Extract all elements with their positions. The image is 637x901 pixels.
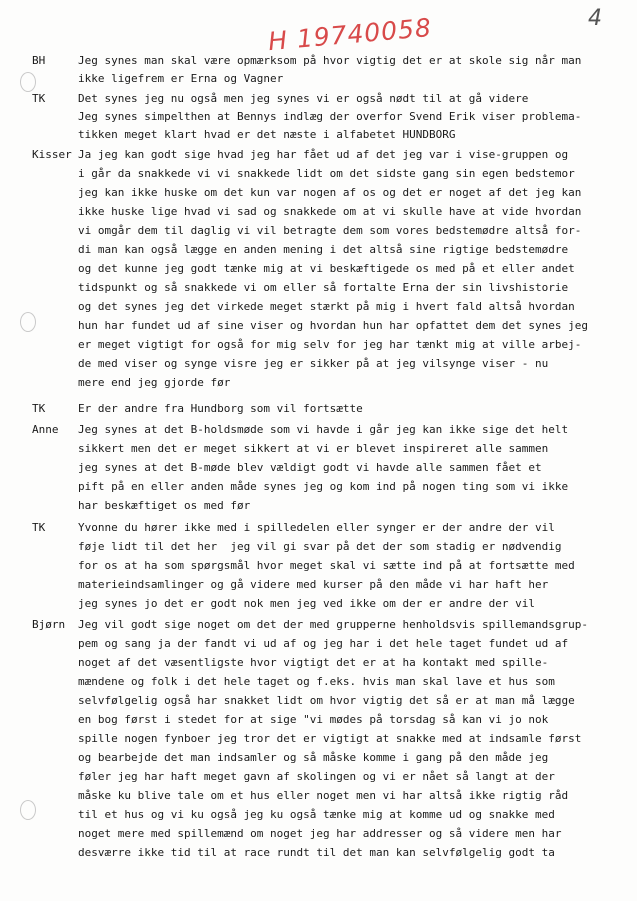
transcript-line: ikke huske lige hvad vi sad og snakkede om at vi skulle have at vide hvordan [78,205,582,218]
transcript-line: ikke ligefrem er Erna og Vagner [78,72,284,85]
transcript-line: Det synes jeg nu også men jeg synes vi er også nødt til at gå videre [78,92,529,105]
transcript-line: Jeg synes man skal være opmærksom på hvor vigtig det er at skole sig når man [78,54,582,67]
transcript-line: og det synes jeg det virkede meget stærkt på mig i hvert fald altså hvordan [78,300,575,313]
transcript-line: for os at ha som spørgsmål hvor meget skal vi sætte ind på at fortsætte med [78,559,575,572]
transcript-line: og det kunne jeg godt tænke mig at vi beskæftigede os med på et eller andet [78,262,575,275]
transcript-line: noget af det væsentligste hvor vigtigt det er at ha kontakt med spille- [78,656,549,669]
speaker-label: TK [32,521,46,534]
archive-id-stamp: H 19740058 [267,12,433,57]
transcript-line: noget mere med spillemænd om noget jeg har addresser og så videre men har [78,827,562,840]
transcript-line: jeg kan ikke huske om det kun var nogen af os og det er noget af det jeg kan [78,186,582,199]
transcript-line: mere end jeg gjorde før [78,376,231,389]
transcript-line: mændene og folk i det hele taget og f.eks. hvis man skal lave et hus som [78,675,555,688]
page-number: 4 [588,6,602,31]
transcript-line: selvfølgelig også har snakket lidt om hvor vigtig det så er at man må lægge [78,694,575,707]
transcript-line: vi omgår dem til daglig vi vil betragte dem som vores bedstemødre altså for- [78,224,582,237]
transcript-line: materieindsamlinger og gå videre med kurser på den måde vi har haft her [78,578,549,591]
speaker-label: Anne [32,423,59,436]
transcript-line: og bearbejde det man indsamler og så måske komme i gang på den måde jeg [78,751,549,764]
transcript-line: sikkert men det er meget sikkert at vi er blevet inspireret alle sammen [78,442,549,455]
transcript-line: føje lidt til det her jeg vil gi svar på det der som stadig er nødvendig [78,540,562,553]
speaker-label: BH [32,54,46,67]
transcript-line: pift på en eller anden måde synes jeg og kom ind på nogen ting som vi ikke [78,480,569,493]
transcript-line: Ja jeg kan godt sige hvad jeg har fået ud af det jeg var i vise-gruppen og [78,148,569,161]
punch-hole-icon [20,800,36,820]
speaker-label: TK [32,402,46,415]
transcript-line: en bog først i stedet for at sige "vi mødes på torsdag så kan vi jo nok [78,713,549,726]
punch-hole-icon [20,312,36,332]
transcript-line: er meget vigtigt for også for mig selv for jeg har tænkt mig at ville arbej- [78,338,582,351]
transcript-line: til et hus og vi ku også jeg ku også tænke mig at komme ud og snakke med [78,808,555,821]
transcript-line: jeg synes at det B-møde blev vældigt godt vi havde alle sammen fået et [78,461,542,474]
transcript-line: hun har fundet ud af sine viser og hvordan hun har opfattet dem det synes jeg [78,319,588,332]
transcript-line: Jeg vil godt sige noget om det der med grupperne henholdsvis spillemandsgrup- [78,618,588,631]
transcript-line: i går da snakkede vi vi snakkede lidt om det sidste gang sin egen bedstemor [78,167,575,180]
transcript-line: har beskæftiget os med før [78,499,251,512]
transcript-line: spille nogen fynboer jeg tror det er vigtigt at snakke med at indsamle først [78,732,582,745]
transcript-line: di man kan også lægge en anden mening i det altså sine rigtige bedstemødre [78,243,569,256]
transcript-line: føler jeg har haft meget gavn af skolingen og vi er nået så langt at der [78,770,555,783]
transcript-line: Jeg synes simpelthen at Bennys indlæg der overfor Svend Erik viser problema- [78,110,582,123]
speaker-label: TK [32,92,46,105]
transcript-line: jeg synes jo det er godt nok men jeg ved ikke om der er andre der vil [78,597,535,610]
speaker-label: Bjørn [32,618,66,631]
transcript-line: Yvonne du hører ikke med i spilledelen eller synger er der andre der vil [78,521,555,534]
transcript-line: tikken meget klart hvad er det næste i alfabetet HUNDBORG [78,128,456,141]
transcript-line: måske ku blive tale om et hus eller noget men vi har altså ikke rigtig råd [78,789,569,802]
punch-hole-icon [20,72,36,92]
transcript-line: desværre ikke tid til at race rundt til det man kan selvfølgelig godt ta [78,846,555,859]
transcript-line: pem og sang ja der fandt vi ud af og jeg har i det hele taget fundet ud af [78,637,569,650]
speaker-label: Kisser [32,148,72,161]
transcript-line: de med viser og synge visre jeg er sikker på at jeg vilsynge viser - nu [78,357,549,370]
transcript-line: Jeg synes at det B-holdsmøde som vi havde i går jeg kan ikke sige det helt [78,423,569,436]
transcript-line: tidspunkt og så snakkede vi om eller så fortalte Erna der sin livshistorie [78,281,569,294]
transcript-line: Er der andre fra Hundborg som vil fortsætte [78,402,363,415]
